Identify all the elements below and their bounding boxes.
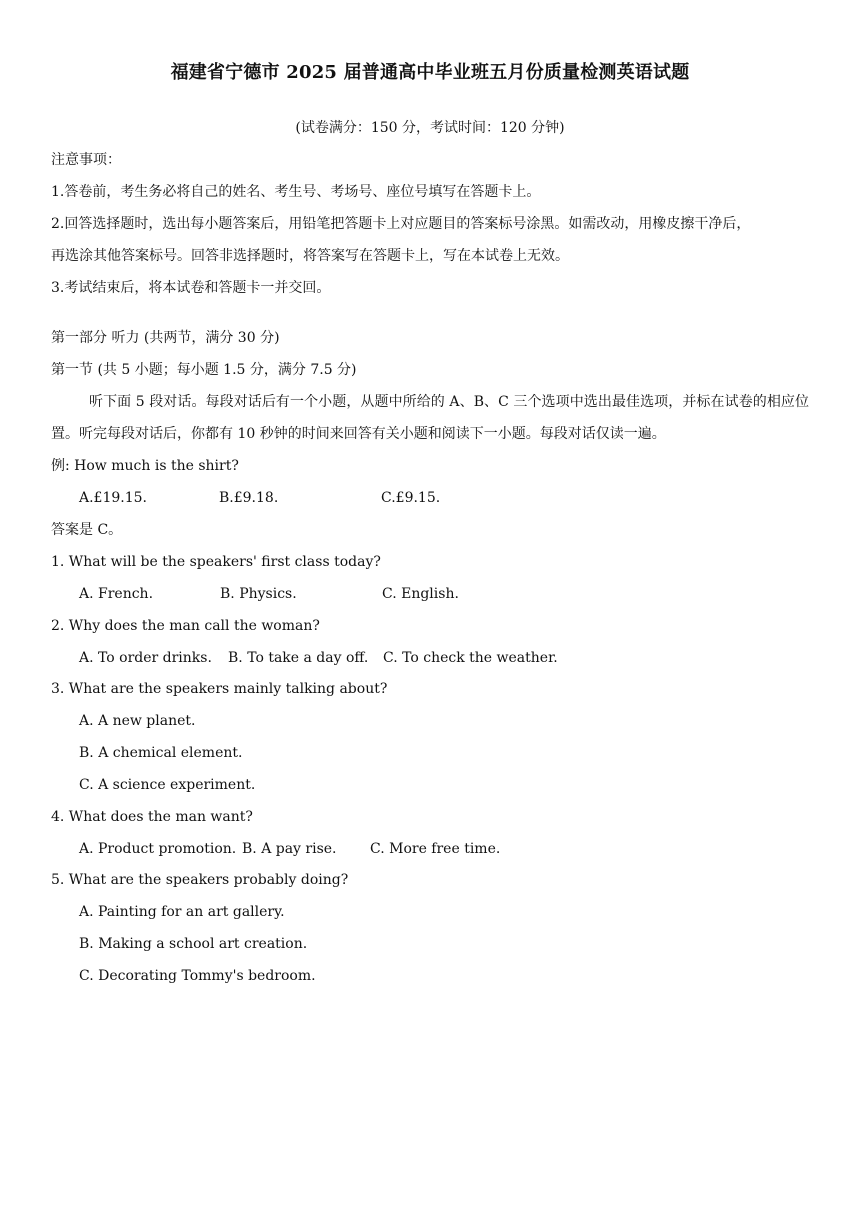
option-a: A. A new planet. xyxy=(79,713,196,729)
option-a: A. Product promotion. xyxy=(79,841,237,857)
option-b: B. Making a school art creation. xyxy=(79,936,308,952)
note-item: 2.回答选择题时，选出每小题答案后，用铅笔把答题卡上对应题目的答案标号涂黑。如需改动，用橡皮擦干净后， xyxy=(51,216,751,232)
section-instructions: 听下面 5 段对话。每段对话后有一个小题，从题中所给的 A、B、C 三个选项中选出最佳选项，并标在试卷的相应位置。听完每段对话后，你都有 10 秒钟的时间来回答有关小题和阅读下一小题。每段对话仅读一遍。 xyxy=(51,394,809,442)
option-b: B.£9.18. xyxy=(219,490,279,506)
option-c: C. To check the weather. xyxy=(383,650,558,666)
exam-title: 福建省宁德市 2025 届普通高中毕业班五月份质量检测英语试题 xyxy=(170,62,690,83)
note-item: 再选涂其他答案标号。回答非选择题时，将答案写在答题卡上，写在本试卷上无效。 xyxy=(51,248,569,264)
question-text: 5. What are the speakers probably doing? xyxy=(51,872,349,888)
question-text: 4. What does the man want? xyxy=(51,809,253,825)
option-a: A. Painting for an art gallery. xyxy=(79,904,285,920)
note-item: 1.答卷前，考生务必将自己的姓名、考生号、考场号、座位号填写在答题卡上。 xyxy=(51,184,541,200)
example-answer: 答案是 C。 xyxy=(51,522,123,538)
option-b: B. A chemical element. xyxy=(79,745,243,761)
option-a: A. To order drinks. xyxy=(79,650,212,666)
option-b: B. To take a day off. xyxy=(228,650,369,666)
question-text: 1. What will be the speakers' first class today? xyxy=(51,554,381,570)
option-c: C. A science experiment. xyxy=(79,777,256,793)
notes-heading: 注意事项： xyxy=(51,152,121,168)
question-text: 2. Why does the man call the woman? xyxy=(51,618,320,634)
option-a: A. French. xyxy=(79,586,154,602)
exam-subtitle: (试卷满分：150 分，考试时间：120 分钟) xyxy=(295,120,565,136)
note-item: 3.考试结束后，将本试卷和答题卡一并交回。 xyxy=(51,280,331,296)
option-c: C. Decorating Tommy's bedroom. xyxy=(79,968,316,984)
part-heading: 第一部分 听力 (共两节，满分 30 分) xyxy=(51,330,280,346)
option-c: C. English. xyxy=(382,586,459,602)
question-text: 3. What are the speakers mainly talking about? xyxy=(51,681,388,697)
example-question: 例: How much is the shirt? xyxy=(51,458,239,474)
option-b: B. A pay rise. xyxy=(242,841,337,857)
option-a: A.£19.15. xyxy=(79,490,147,506)
option-c: C. More free time. xyxy=(370,841,501,857)
option-c: C.£9.15. xyxy=(381,490,441,506)
section-heading: 第一节 (共 5 小题；每小题 1.5 分，满分 7.5 分) xyxy=(51,362,357,378)
option-b: B. Physics. xyxy=(220,586,297,602)
